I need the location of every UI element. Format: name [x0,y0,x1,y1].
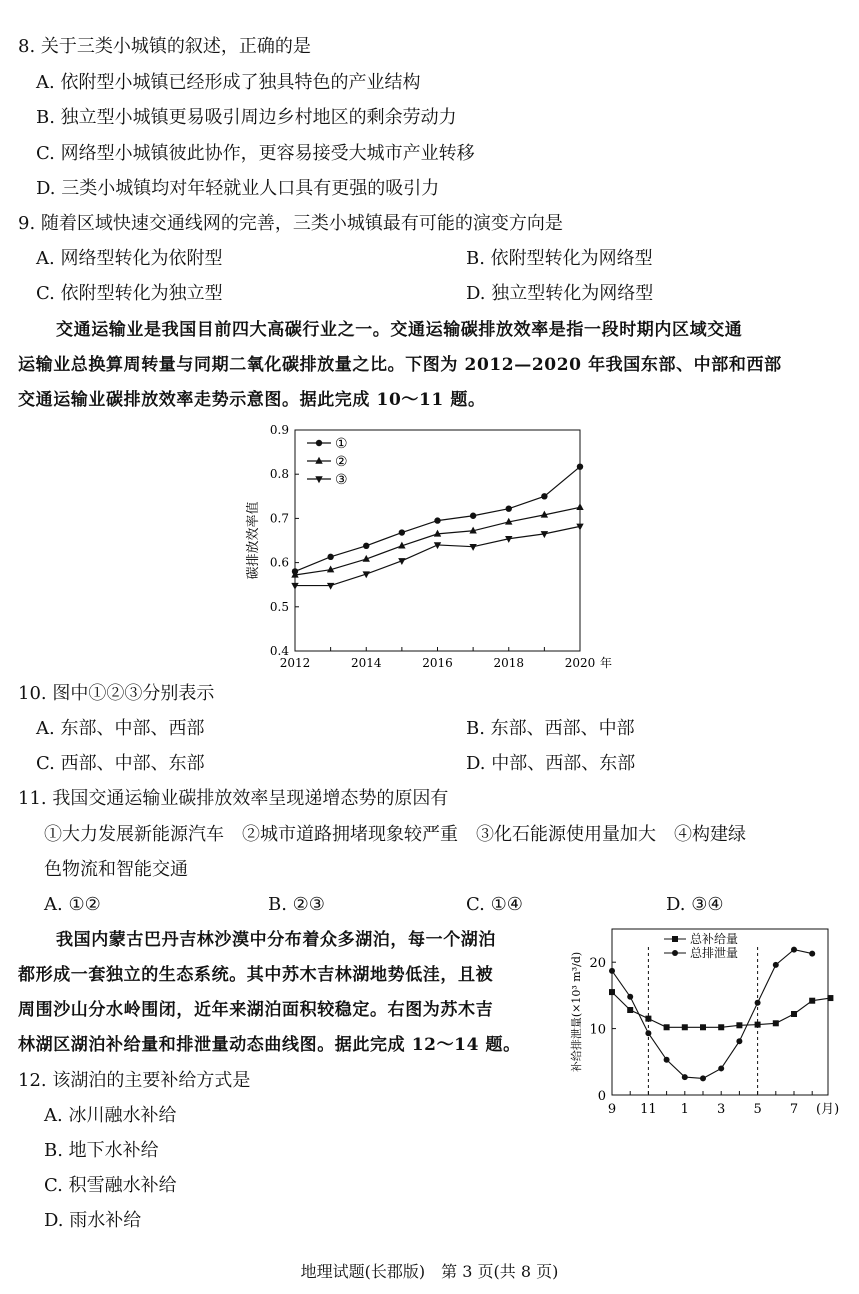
question-8-option-b: B. 独立型小城镇更易吸引周边乡村地区的剩余劳动力 [36,107,457,128]
x-axis-unit: (月) [816,1102,840,1117]
y-tick-label: 0 [597,1089,606,1104]
data-point [827,995,833,1001]
y-tick-label: 0.9 [269,423,289,437]
data-point [664,1057,670,1063]
data-point [541,493,547,499]
passage-2-line-1: 我国内蒙古巴丹吉林沙漠中分布着众多湖泊，每一个湖泊 [56,930,496,950]
x-tick-label: 2014 [350,656,382,670]
lake-recharge-discharge-chart [560,925,852,1125]
page-footer: 地理试题(长郡版) 第 3 页(共 8 页) [300,1262,559,1281]
data-point [682,1024,688,1030]
y-tick-label: 0.6 [269,555,289,570]
question-12-option-b: B. 地下水补给 [44,1140,159,1161]
question-12-option-d: D. 雨水补给 [44,1210,142,1231]
question-11-choices-line-1: ①大力发展新能源汽车 ②城市道路拥堵现象较严重 ③化石能源使用量加大 ④构建绿 [44,824,746,845]
data-point [718,1024,724,1030]
legend-marker [672,950,678,956]
passage-2-line-2: 都形成一套独立的生态系统。其中苏木吉林湖地势低洼，且被 [18,965,494,985]
y-tick-label: 0.4 [269,644,289,658]
data-point [791,1011,797,1017]
question-11-option-b: B. ②③ [268,894,325,915]
y-tick-label: 0.5 [269,599,289,614]
series-line [612,992,830,1027]
y-axis-label: 补给排泄量(×10³ m³/d) [570,951,583,1073]
data-point [809,951,815,957]
question-8-option-c: C. 网络型小城镇彼此协作，更容易接受大城市产业转移 [36,143,475,164]
question-10-option-c: C. 西部、中部、东部 [36,753,205,774]
question-10-option-a: A. 东部、中部、西部 [36,718,205,739]
data-point [736,1038,742,1044]
data-point [609,968,615,974]
x-tick-label: 2018 [493,656,525,670]
question-12-option-a: A. 冰川融水补给 [44,1105,177,1126]
question-9-option-d: D. 独立型转化为网络型 [466,283,654,304]
carbon-efficiency-chart [240,418,620,676]
question-11-option-d: D. ③④ [666,894,724,915]
legend-label: ② [335,454,348,470]
passage-2-line-3: 周围沙山分水岭围闭，近年来湖泊面积较稳定。右图为苏木吉 [18,1000,494,1020]
question-12-stem: 12. 该湖泊的主要补给方式是 [18,1070,251,1091]
data-point [469,544,476,551]
legend-label: ③ [335,472,348,488]
data-point [399,529,405,535]
question-10-stem: 10. 图中①②③分别表示 [18,683,215,704]
question-9-option-a: A. 网络型转化为依附型 [36,248,223,269]
data-point [664,1024,670,1030]
data-point [609,989,615,995]
data-point [645,1030,651,1036]
legend-marker [315,457,322,464]
x-axis-unit: 年 [600,656,613,670]
data-point [755,1022,761,1028]
data-point [470,513,476,519]
x-tick-label: 2020 [564,656,596,670]
question-11-option-c: C. ①④ [466,894,523,915]
data-point [291,583,298,590]
question-9-option-c: C. 依附型转化为独立型 [36,283,223,304]
data-point [700,1075,706,1081]
x-tick-label: 1 [680,1102,689,1117]
data-point [363,543,369,549]
series-2 [609,945,815,1081]
y-tick-label: 0.7 [269,511,289,526]
data-point [736,1022,742,1028]
x-tick-label: 11 [640,1102,657,1117]
y-axis-label: 碳排放效率值 [246,501,261,580]
data-point [791,947,797,953]
data-point [627,994,633,1000]
passage-1-line-2: 运输业总换算周转量与同期二氧化碳排放量之比。下图为 2012—2020 年我国东部、中部和西部 [18,355,782,375]
passage-1-line-3: 交通运输业碳排放效率走势示意图。据此完成 10～11 题。 [18,390,486,410]
data-point [718,1065,724,1071]
data-point [773,962,779,968]
question-12-option-c: C. 积雪融水补给 [44,1175,177,1196]
data-point [576,503,583,510]
y-tick-label: 10 [589,1022,606,1038]
question-9-stem: 9. 随着区域快速交通线网的完善，三类小城镇最有可能的演变方向是 [18,213,563,234]
legend-marker [672,936,678,942]
x-tick-label: 9 [607,1102,617,1117]
question-10-option-b: B. 东部、西部、中部 [466,718,635,739]
question-9-option-b: B. 依附型转化为网络型 [466,248,653,269]
y-tick-label: 20 [589,956,606,972]
question-11-choices-line-2: 色物流和智能交通 [44,859,188,880]
x-tick-label: 5 [753,1102,762,1117]
question-11-option-a: A. ①② [44,894,101,915]
legend-label: 总补给量 [690,932,739,946]
data-point [506,505,512,511]
question-10-option-d: D. 中部、西部、东部 [466,753,636,774]
legend-marker [316,440,322,446]
data-point [645,1016,651,1022]
series-line [612,950,812,1079]
data-point [327,583,334,590]
legend-marker [315,476,322,483]
passage-2-line-4: 林湖区湖泊补给量和排泄量动态曲线图。据此完成 12～14 题。 [18,1035,521,1055]
question-8-stem: 8. 关于三类小城镇的叙述，正确的是 [18,36,311,57]
data-point [809,998,815,1004]
y-tick-label: 0.8 [269,467,289,482]
question-8-option-d: D. 三类小城镇均对年轻就业人口具有更强的吸引力 [36,178,440,199]
data-point [682,1074,688,1080]
data-point [627,1007,633,1013]
x-tick-label: 3 [717,1102,726,1117]
legend-label: 总排泄量 [690,946,739,960]
data-point [700,1024,706,1030]
question-11-stem: 11. 我国交通运输业碳排放效率呈现递增态势的原因有 [18,788,449,809]
x-tick-label: 2012 [279,656,311,670]
data-point [327,554,333,560]
passage-1-line-1: 交通运输业是我国目前四大高碳行业之一。交通运输碳排放效率是指一段时期内区域交通 [56,320,743,340]
data-point [773,1020,779,1026]
x-tick-label: 2016 [422,656,453,670]
data-point [434,517,440,523]
legend-label: ① [335,436,348,452]
question-8-option-a: A. 依附型小城镇已经形成了独具特色的产业结构 [36,72,421,93]
x-tick-label: 7 [789,1102,799,1117]
data-point [577,463,583,469]
data-point [755,1000,761,1006]
